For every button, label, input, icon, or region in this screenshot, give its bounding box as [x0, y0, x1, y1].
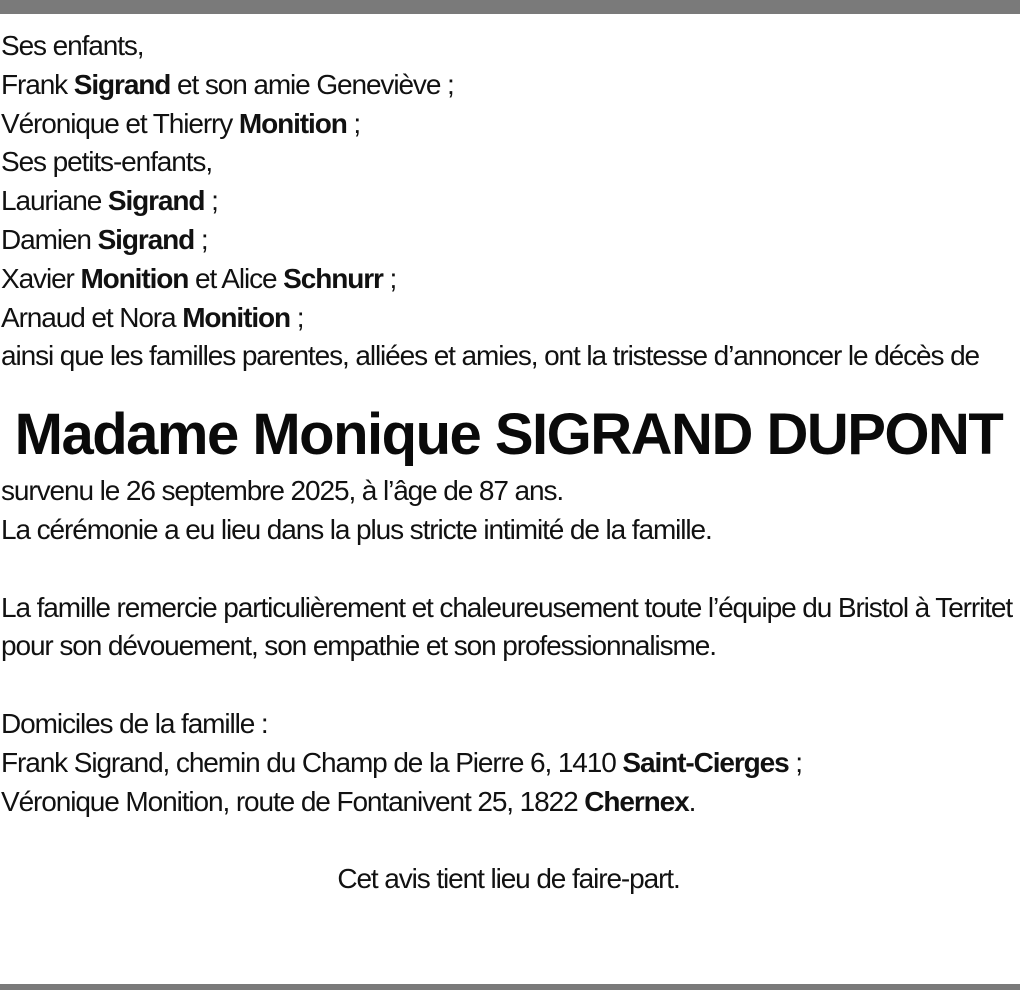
spacer	[1, 821, 1016, 860]
top-rule	[0, 0, 1020, 14]
grandchild-3-mid: et Alice	[194, 262, 277, 294]
grandchild-1-first-name: Lauriane	[1, 185, 102, 217]
grandchildren-heading: Ses petits-enfants,	[1, 146, 213, 178]
announcement-text: ainsi que les familles parentes, alliées et amies, ont la tristesse d’annoncer le décès de	[1, 340, 980, 372]
death-notice	[1, 27, 1016, 899]
bottom-rule	[0, 984, 1020, 990]
grandchild-line-1	[1, 182, 1016, 221]
children-heading: Ses enfants,	[1, 30, 144, 61]
domiciles-heading: Domiciles de la famille :	[1, 707, 268, 739]
child-line-1	[1, 66, 1016, 105]
ceremony-text: La cérémonie a eu lieu dans la plus stricte intimité de la famille.	[1, 513, 712, 545]
grandchild-2-surname: Sigrand	[97, 223, 195, 255]
child-2-rest: ;	[353, 107, 361, 139]
date-age-text: survenu le 26 septembre 2025, à l’âge de 87 ans.	[1, 475, 564, 507]
grandchild-line-3	[1, 260, 1016, 299]
grandchild-3-surname: Monition	[80, 262, 189, 294]
spacer	[1, 550, 1016, 589]
address-line-1	[1, 744, 1016, 783]
grandchild-2-rest: ;	[200, 223, 208, 255]
footer-text: Cet avis tient lieu de faire-part.	[337, 863, 680, 895]
child-line-2	[1, 105, 1016, 144]
child-2-surname: Monition	[238, 107, 347, 139]
address-1-town: Saint-Cierges	[622, 746, 789, 778]
thanks-text: La famille remercie particulièrement et chaleureusement toute l’équipe du Bristol à Territet pour son dévouement, son empathie et son professionnalisme.	[1, 591, 1013, 662]
grandchild-1-surname: Sigrand	[107, 185, 205, 217]
address-1-rest: ;	[795, 746, 802, 778]
child-1-surname: Sigrand	[73, 68, 171, 100]
grandchild-4-surname: Monition	[182, 301, 291, 333]
grandchild-4-first-name: Arnaud et Nora	[1, 301, 176, 333]
child-2-first-name: Véronique et Thierry	[1, 107, 233, 139]
grandchild-line-4	[1, 299, 1016, 338]
address-2-town: Chernex	[584, 785, 689, 817]
address-2-text: Véronique Monition, route de Fontanivent 25, 1822	[1, 785, 578, 817]
grandchild-line-2	[1, 221, 1016, 260]
child-1-first-name: Frank	[1, 68, 68, 100]
grandchild-3-surname-2: Schnurr	[283, 262, 383, 294]
grandchild-4-rest: ;	[296, 301, 304, 333]
grandchild-2-first-name: Damien	[1, 223, 91, 255]
grandchild-3-first-name: Xavier	[1, 262, 74, 294]
spacer	[1, 666, 1016, 705]
grandchild-1-rest: ;	[211, 185, 218, 217]
address-line-2	[1, 783, 1016, 822]
grandchild-3-rest: ;	[389, 262, 397, 294]
child-1-rest: et son amie Geneviève ;	[177, 68, 454, 100]
address-1-text: Frank Sigrand, chemin du Champ de la Pierre 6, 1410	[1, 746, 616, 778]
deceased-name: Madame Monique SIGRAND DUPONT	[14, 402, 1003, 468]
address-2-rest: .	[688, 785, 696, 817]
